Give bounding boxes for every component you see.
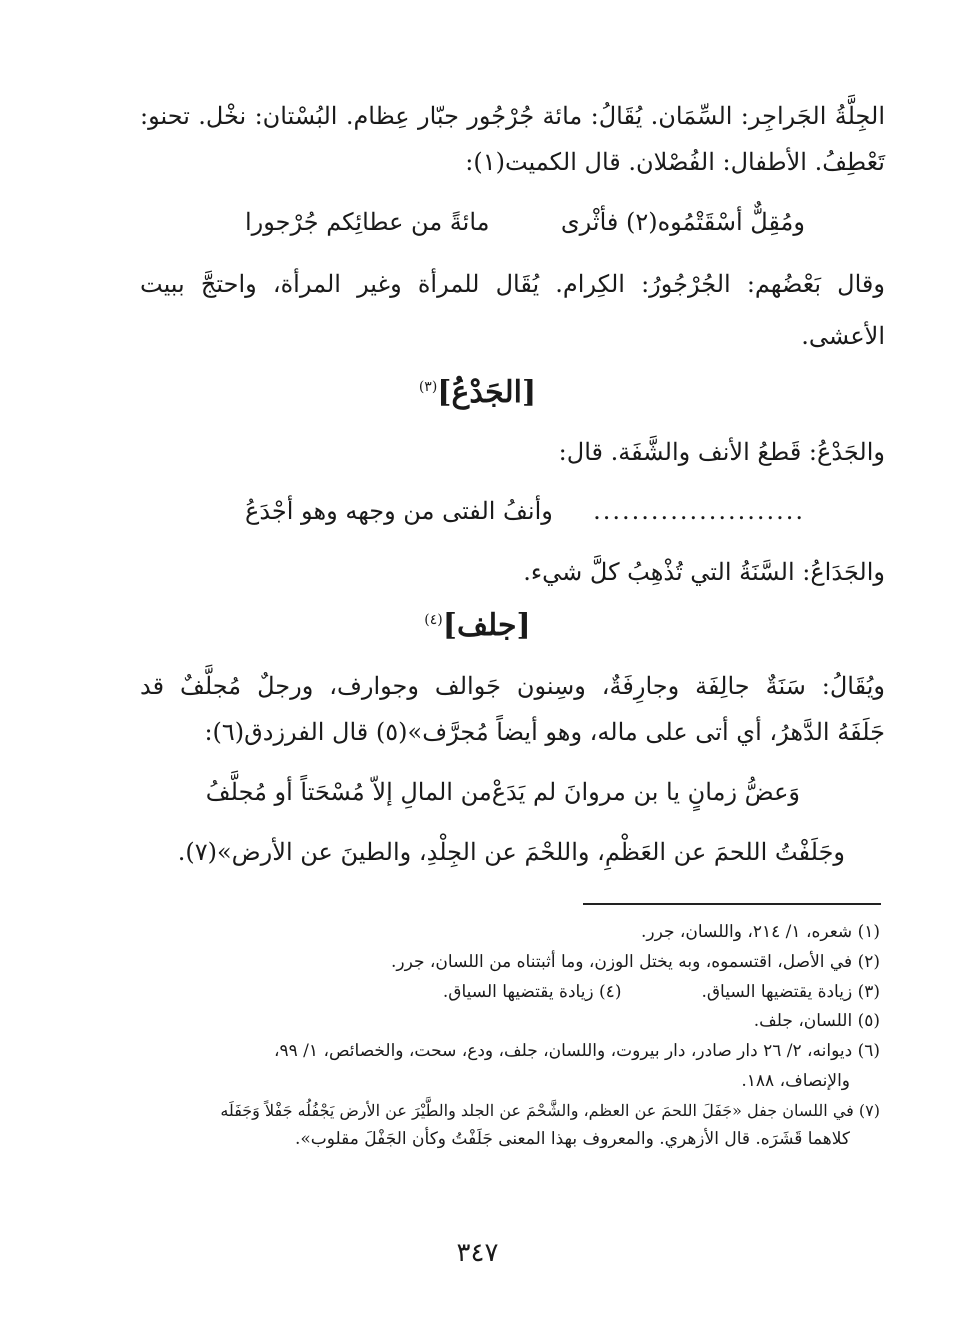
jalf-line-2: جَلَفَهُ الدَّهرُ، أي أتى على ماله، وهو أيضاً مُجرَّف»(٥) قال الفرزدق(٦): bbox=[204, 718, 885, 746]
footnote-1: (١) شعره، ١/ ٢١٤، واللسان، جرر. bbox=[641, 922, 880, 942]
heading-text: [الجَدْعُ] bbox=[437, 375, 537, 410]
jad-definition-line: والجَدْعُ: قَطعُ الأنف والشَّفَة. قال: bbox=[558, 438, 885, 466]
verse-hemistich-first: وَعضُّ زمانٍ يا بن مروانَ لم يَدَعْ bbox=[491, 778, 800, 806]
footnotes bbox=[125, 918, 880, 1154]
body-line-4: الأعشى. bbox=[801, 322, 885, 350]
body-line-2: تَعْطِفُ. الأطفال: الفُصْلان. قال الكميت(١): bbox=[465, 148, 885, 176]
footnote-7-continued: كلاهما قَشَرَه. قال الأزهري. والمعروف بهذا المعنى جَلَفْتُ وكأن الجَفْلَ مقلوب». bbox=[294, 1128, 850, 1149]
footnote-separator bbox=[583, 903, 881, 905]
verse-ajda bbox=[245, 497, 805, 525]
footnote-3: (٣) زيادة يقتضيها السياق. bbox=[701, 981, 880, 1002]
verse-farazdaq bbox=[205, 778, 800, 806]
footnote-2: (٢) في الأصل، اقتسموه، وبه يختل الوزن، وما أثبتناه من اللسان، جرر. bbox=[391, 951, 880, 972]
footnote-4: (٤) زيادة يقتضيها السياق. bbox=[442, 981, 622, 1002]
jalf-line-1: ويُقَالُ: سَنَةٌ جالِفَة وجارِفَةٌ، وسِنون جَوالف وجوارف، ورجلٌ مُجلَّفٌ قد bbox=[140, 672, 885, 700]
footnote-row-3-4 bbox=[125, 978, 880, 1008]
footnote-5: (٥) اللسان، جلف. bbox=[753, 1011, 880, 1032]
verse-hemistich-first: ومُقِلٌّ أسْقَتْمُوه(٢) فأثْرى bbox=[560, 208, 805, 236]
heading-footnote-ref: (٣) bbox=[418, 379, 438, 395]
verse-hemistich-second: من المالِ إلاّ مُسْحَتاً أو مُجلَّفُ bbox=[205, 778, 492, 806]
verse-hemistich-second: وأنفُ الفتى من وجهه وهو أجْدَعُ bbox=[245, 497, 553, 525]
jalf-line-3: وجَلَفْتُ اللحمَ عن العَظْمِ، واللحْمَ عن الجِلْدِ، والطينَ عن الأرض»(٧). bbox=[177, 838, 845, 866]
verse-hemistich-second: مائةً من عطائِكم جُرْجورا bbox=[245, 208, 490, 236]
heading-text: [جلف] bbox=[442, 608, 531, 643]
section-heading-jad bbox=[0, 375, 955, 410]
footnote-6-continued: والإنصاف، ١٨٨. bbox=[741, 1070, 850, 1091]
verse-hemistich-omitted: ...................... bbox=[593, 497, 805, 525]
verse-kumait bbox=[245, 208, 805, 236]
body-line-1: الجِلَّةُ الجَراجِر: السِّمَان. يُقَالُ: مائة جُرْجُور جبّار عِظام. البُسْتان: نخْل. تحنو: bbox=[140, 102, 885, 130]
footnote-7: (٧) في اللسان جفل «جَفَلَ اللحمَ عن العظم، والشَّحْمَ عن الجلد والطَّيْرَ عن الأرض يَجْفُلُه جَفْلاً وَجَفَلَه bbox=[220, 1100, 880, 1120]
heading-footnote-ref: (٤) bbox=[424, 612, 443, 628]
section-heading-jalf bbox=[0, 608, 955, 643]
footnote-6: (٦) ديوانه، ٢/ ٢٦ دار صادر، دار بيروت، واللسان، جلف، ودع، سحت، والخصائص، ١/ ٩٩، bbox=[274, 1041, 880, 1061]
jada-definition-line: والجَدَاعُ: السَّنَةُ التي تُذْهِبُ كلَّ شيء. bbox=[523, 558, 885, 586]
body-line-3: وقال بَعْضُهم: الجُرْجُورُ: الكِرام. يُقَال للمرأة وغير المرأة، واحتجَّ ببيت bbox=[140, 270, 885, 298]
page-number: ٣٤٧ bbox=[456, 1238, 499, 1268]
